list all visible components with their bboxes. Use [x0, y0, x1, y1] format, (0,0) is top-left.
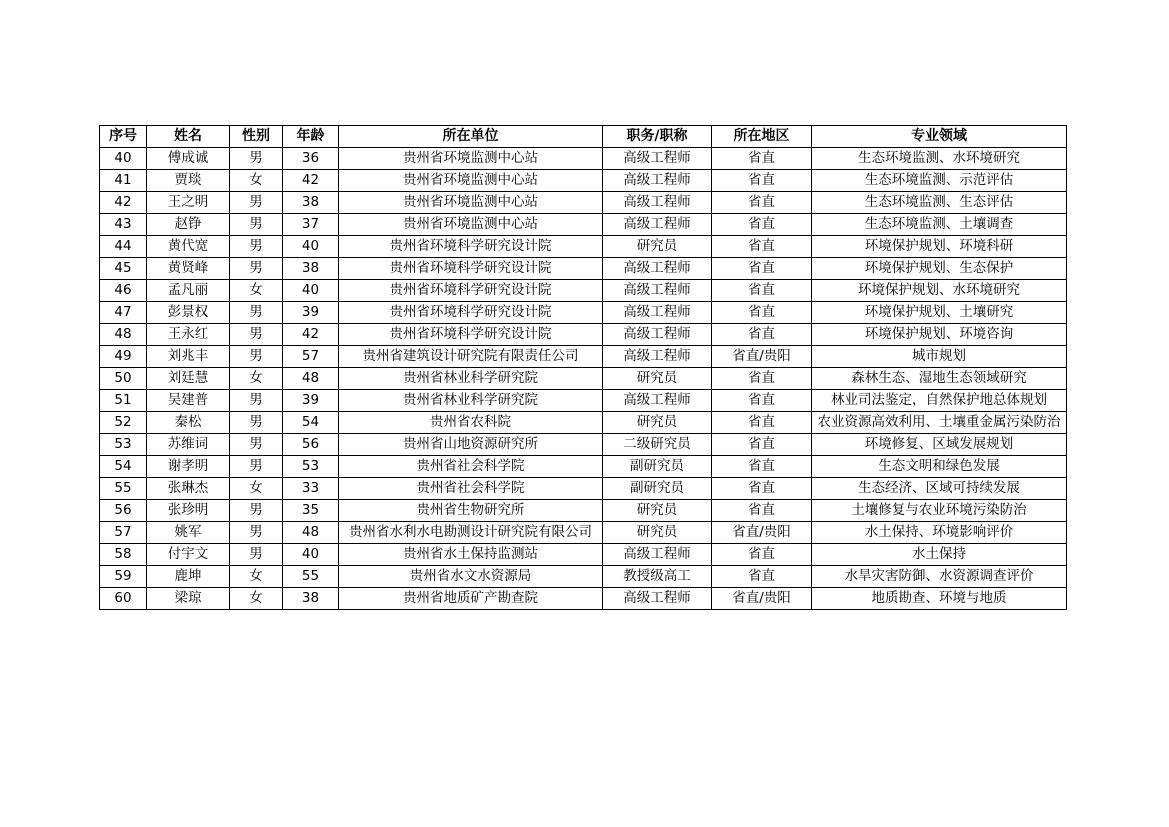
cell-gender: 男	[230, 302, 283, 324]
cell-title: 二级研究员	[603, 434, 712, 456]
table-row	[100, 522, 1067, 544]
cell-title: 高级工程师	[603, 346, 712, 368]
cell-age: 35	[283, 500, 339, 522]
table-row	[100, 500, 1067, 522]
cell-region: 省直	[712, 192, 812, 214]
cell-name: 梁琼	[147, 588, 230, 610]
cell-index: 60	[100, 588, 147, 610]
cell-index: 47	[100, 302, 147, 324]
cell-unit: 贵州省林业科学研究院	[339, 390, 603, 412]
cell-gender: 女	[230, 170, 283, 192]
cell-region: 省直	[712, 324, 812, 346]
cell-unit: 贵州省社会科学院	[339, 478, 603, 500]
cell-unit: 贵州省环境科学研究设计院	[339, 324, 603, 346]
cell-age: 38	[283, 588, 339, 610]
cell-index: 59	[100, 566, 147, 588]
table-row	[100, 412, 1067, 434]
cell-age: 40	[283, 544, 339, 566]
cell-field: 环境保护规划、土壤研究	[812, 302, 1067, 324]
cell-name: 鹿坤	[147, 566, 230, 588]
cell-title: 高级工程师	[603, 280, 712, 302]
cell-region: 省直	[712, 302, 812, 324]
cell-index: 55	[100, 478, 147, 500]
header-field: 专业领域	[812, 126, 1067, 148]
cell-title: 高级工程师	[603, 148, 712, 170]
cell-title: 高级工程师	[603, 192, 712, 214]
cell-field: 生态文明和绿色发展	[812, 456, 1067, 478]
cell-index: 44	[100, 236, 147, 258]
cell-name: 孟凡丽	[147, 280, 230, 302]
cell-gender: 女	[230, 478, 283, 500]
header-age: 年龄	[283, 126, 339, 148]
cell-gender: 男	[230, 214, 283, 236]
cell-field: 生态经济、区域可持续发展	[812, 478, 1067, 500]
cell-unit: 贵州省环境监测中心站	[339, 214, 603, 236]
cell-field: 土壤修复与农业环境污染防治	[812, 500, 1067, 522]
cell-name: 黄代宽	[147, 236, 230, 258]
cell-title: 高级工程师	[603, 390, 712, 412]
cell-gender: 男	[230, 258, 283, 280]
cell-age: 54	[283, 412, 339, 434]
cell-field: 水土保持	[812, 544, 1067, 566]
cell-age: 40	[283, 236, 339, 258]
header-name: 姓名	[147, 126, 230, 148]
cell-index: 52	[100, 412, 147, 434]
cell-gender: 男	[230, 456, 283, 478]
cell-title: 研究员	[603, 500, 712, 522]
table-body	[100, 148, 1067, 610]
cell-name: 赵铮	[147, 214, 230, 236]
table-row	[100, 566, 1067, 588]
cell-field: 环境保护规划、生态保护	[812, 258, 1067, 280]
table-row	[100, 434, 1067, 456]
cell-unit: 贵州省山地资源研究所	[339, 434, 603, 456]
cell-region: 省直	[712, 434, 812, 456]
cell-title: 高级工程师	[603, 170, 712, 192]
cell-age: 53	[283, 456, 339, 478]
cell-field: 环境修复、区域发展规划	[812, 434, 1067, 456]
cell-name: 刘廷慧	[147, 368, 230, 390]
cell-name: 谢孝明	[147, 456, 230, 478]
cell-gender: 男	[230, 544, 283, 566]
cell-region: 省直	[712, 390, 812, 412]
cell-age: 38	[283, 192, 339, 214]
cell-unit: 贵州省环境科学研究设计院	[339, 280, 603, 302]
cell-name: 姚军	[147, 522, 230, 544]
cell-name: 秦松	[147, 412, 230, 434]
cell-unit: 贵州省水文水资源局	[339, 566, 603, 588]
cell-age: 38	[283, 258, 339, 280]
cell-index: 46	[100, 280, 147, 302]
expert-roster-table	[99, 125, 1067, 610]
cell-age: 39	[283, 390, 339, 412]
cell-gender: 女	[230, 280, 283, 302]
cell-name: 黄贤峰	[147, 258, 230, 280]
cell-title: 高级工程师	[603, 214, 712, 236]
cell-index: 57	[100, 522, 147, 544]
cell-age: 48	[283, 368, 339, 390]
cell-gender: 女	[230, 368, 283, 390]
cell-title: 副研究员	[603, 478, 712, 500]
cell-region: 省直	[712, 368, 812, 390]
cell-field: 环境保护规划、环境咨询	[812, 324, 1067, 346]
cell-region: 省直	[712, 412, 812, 434]
cell-region: 省直	[712, 280, 812, 302]
cell-age: 56	[283, 434, 339, 456]
cell-gender: 男	[230, 236, 283, 258]
cell-index: 45	[100, 258, 147, 280]
cell-title: 研究员	[603, 412, 712, 434]
header-title: 职务/职称	[603, 126, 712, 148]
cell-age: 33	[283, 478, 339, 500]
cell-region: 省直/贵阳	[712, 522, 812, 544]
cell-unit: 贵州省环境科学研究设计院	[339, 236, 603, 258]
cell-name: 张琳杰	[147, 478, 230, 500]
header-unit: 所在单位	[339, 126, 603, 148]
cell-title: 高级工程师	[603, 324, 712, 346]
cell-field: 水旱灾害防御、水资源调查评价	[812, 566, 1067, 588]
cell-name: 付宇文	[147, 544, 230, 566]
cell-index: 48	[100, 324, 147, 346]
table-row	[100, 258, 1067, 280]
cell-name: 王之明	[147, 192, 230, 214]
cell-unit: 贵州省地质矿产勘查院	[339, 588, 603, 610]
cell-unit: 贵州省社会科学院	[339, 456, 603, 478]
cell-title: 研究员	[603, 236, 712, 258]
cell-index: 50	[100, 368, 147, 390]
cell-region: 省直	[712, 236, 812, 258]
cell-gender: 男	[230, 324, 283, 346]
cell-name: 彭景权	[147, 302, 230, 324]
cell-gender: 男	[230, 434, 283, 456]
table-row	[100, 588, 1067, 610]
cell-field: 森林生态、湿地生态领域研究	[812, 368, 1067, 390]
cell-index: 40	[100, 148, 147, 170]
table-row	[100, 368, 1067, 390]
cell-region: 省直	[712, 258, 812, 280]
cell-index: 56	[100, 500, 147, 522]
table-row	[100, 346, 1067, 368]
cell-gender: 男	[230, 346, 283, 368]
cell-field: 环境保护规划、环境科研	[812, 236, 1067, 258]
cell-index: 53	[100, 434, 147, 456]
cell-region: 省直	[712, 214, 812, 236]
cell-gender: 男	[230, 192, 283, 214]
cell-unit: 贵州省环境科学研究设计院	[339, 258, 603, 280]
cell-gender: 女	[230, 588, 283, 610]
cell-region: 省直	[712, 500, 812, 522]
cell-region: 省直	[712, 148, 812, 170]
cell-gender: 男	[230, 500, 283, 522]
cell-unit: 贵州省水土保持监测站	[339, 544, 603, 566]
cell-title: 研究员	[603, 522, 712, 544]
cell-age: 48	[283, 522, 339, 544]
header-region: 所在地区	[712, 126, 812, 148]
table-row	[100, 302, 1067, 324]
cell-name: 傅成诚	[147, 148, 230, 170]
cell-region: 省直	[712, 170, 812, 192]
cell-title: 教授级高工	[603, 566, 712, 588]
cell-age: 57	[283, 346, 339, 368]
table-row	[100, 170, 1067, 192]
header-row	[100, 126, 1067, 148]
cell-age: 42	[283, 324, 339, 346]
cell-gender: 男	[230, 148, 283, 170]
cell-title: 高级工程师	[603, 302, 712, 324]
cell-unit: 贵州省林业科学研究院	[339, 368, 603, 390]
cell-index: 49	[100, 346, 147, 368]
cell-title: 高级工程师	[603, 588, 712, 610]
cell-field: 生态环境监测、示范评估	[812, 170, 1067, 192]
table-row	[100, 148, 1067, 170]
cell-unit: 贵州省生物研究所	[339, 500, 603, 522]
cell-title: 高级工程师	[603, 258, 712, 280]
cell-gender: 女	[230, 566, 283, 588]
table-row	[100, 192, 1067, 214]
cell-age: 39	[283, 302, 339, 324]
cell-age: 36	[283, 148, 339, 170]
cell-gender: 男	[230, 412, 283, 434]
cell-age: 42	[283, 170, 339, 192]
cell-field: 生态环境监测、土壤调查	[812, 214, 1067, 236]
header-gender: 性别	[230, 126, 283, 148]
table-row	[100, 456, 1067, 478]
table-row	[100, 214, 1067, 236]
cell-unit: 贵州省水利水电勘测设计研究院有限公司	[339, 522, 603, 544]
cell-title: 研究员	[603, 368, 712, 390]
cell-field: 水土保持、环境影响评价	[812, 522, 1067, 544]
cell-index: 58	[100, 544, 147, 566]
cell-region: 省直	[712, 566, 812, 588]
cell-field: 生态环境监测、水环境研究	[812, 148, 1067, 170]
cell-gender: 男	[230, 522, 283, 544]
cell-title: 副研究员	[603, 456, 712, 478]
cell-field: 农业资源高效利用、土壤重金属污染防治	[812, 412, 1067, 434]
table-row	[100, 324, 1067, 346]
table-row	[100, 280, 1067, 302]
cell-gender: 男	[230, 390, 283, 412]
cell-field: 城市规划	[812, 346, 1067, 368]
cell-field: 生态环境监测、生态评估	[812, 192, 1067, 214]
cell-index: 54	[100, 456, 147, 478]
cell-age: 40	[283, 280, 339, 302]
table-row	[100, 236, 1067, 258]
cell-name: 刘兆丰	[147, 346, 230, 368]
cell-field: 环境保护规划、水环境研究	[812, 280, 1067, 302]
cell-region: 省直/贵阳	[712, 588, 812, 610]
cell-name: 张珍明	[147, 500, 230, 522]
cell-field: 地质勘查、环境与地质	[812, 588, 1067, 610]
cell-name: 苏维词	[147, 434, 230, 456]
cell-region: 省直	[712, 478, 812, 500]
cell-unit: 贵州省环境监测中心站	[339, 148, 603, 170]
cell-age: 55	[283, 566, 339, 588]
cell-unit: 贵州省农科院	[339, 412, 603, 434]
cell-name: 吴建普	[147, 390, 230, 412]
cell-field: 林业司法鉴定，自然保护地总体规划	[812, 390, 1067, 412]
cell-unit: 贵州省环境监测中心站	[339, 170, 603, 192]
cell-unit: 贵州省环境科学研究设计院	[339, 302, 603, 324]
cell-region: 省直	[712, 456, 812, 478]
table-row	[100, 544, 1067, 566]
cell-unit: 贵州省环境监测中心站	[339, 192, 603, 214]
cell-title: 高级工程师	[603, 544, 712, 566]
cell-name: 贾琰	[147, 170, 230, 192]
cell-index: 42	[100, 192, 147, 214]
cell-index: 51	[100, 390, 147, 412]
cell-region: 省直/贵阳	[712, 346, 812, 368]
cell-name: 王永红	[147, 324, 230, 346]
cell-region: 省直	[712, 544, 812, 566]
table-row	[100, 478, 1067, 500]
cell-age: 37	[283, 214, 339, 236]
cell-unit: 贵州省建筑设计研究院有限责任公司	[339, 346, 603, 368]
cell-index: 41	[100, 170, 147, 192]
header-index: 序号	[100, 126, 147, 148]
cell-index: 43	[100, 214, 147, 236]
table-row	[100, 390, 1067, 412]
